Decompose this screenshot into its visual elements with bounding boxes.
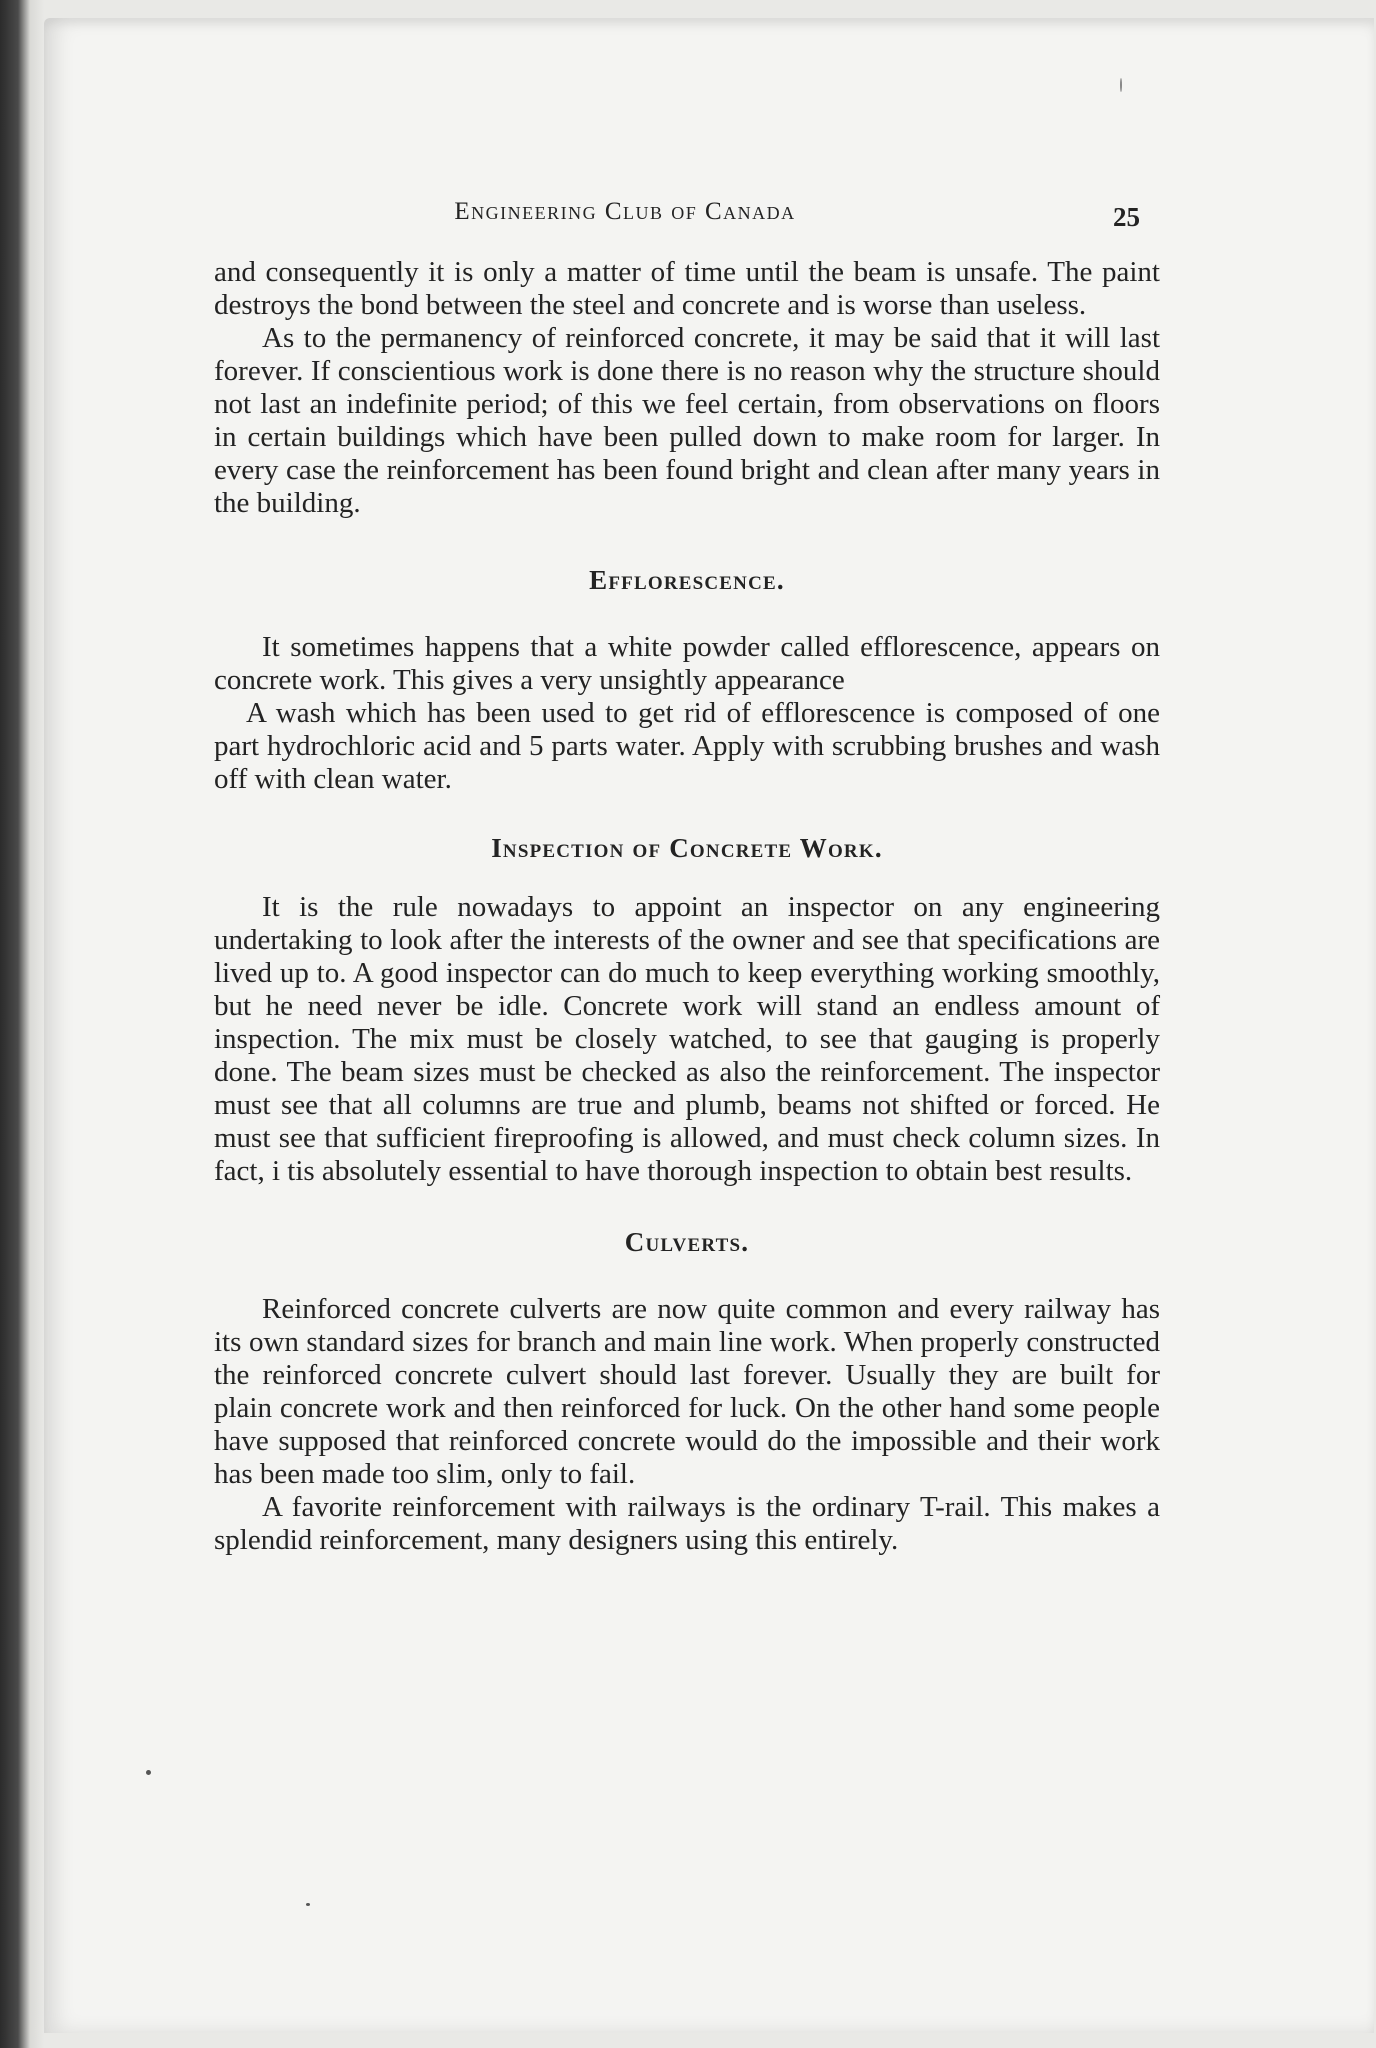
paragraph-culverts: Reinforced concrete culverts are now quite common and every railway has its own standard sizes for branch and main line work. When properly constructed the reinforced concrete culvert should last forever. Usually they are built for plain concrete work and then reinforced for luck. On the other hand some people have supposed that reinforced concrete would do the impossible and their work has been made too slim, only to fail. [214, 1293, 1160, 1490]
scan-speck [1120, 78, 1122, 92]
spacer [214, 520, 1160, 564]
spacer [214, 597, 1160, 631]
running-head [220, 178, 1140, 238]
scan-speck [306, 1903, 310, 1906]
heading-culverts: Culverts. [624, 1227, 750, 1257]
spacer [214, 1188, 1160, 1226]
paragraph-wash: A wash which has been used to get rid of efflorescence is composed of one part hydrochloric acid and 5 parts water. Apply with scrubbing brushes and wash off with clean water. [214, 697, 1160, 795]
paragraph-permanency: As to the permanency of reinforced concrete, it may be said that it will last forever. If conscientious work is done there is no reason why the structure should not last an indefinite period; of this we feel certain, from observations on floors in certain buildings which have been pulled down to make room for larger. In every case the reinforcement has been found bright and clean after many years in the building. [214, 322, 1160, 519]
heading-efflorescence: Efflorescence. [589, 565, 785, 595]
spacer [214, 1259, 1160, 1293]
paragraph-beam-unsafe: and consequently it is only a matter of time until the beam is unsafe. The paint destroys the bond between the steel and concrete and is worse than useless. [214, 256, 1160, 321]
page-body [214, 256, 1160, 1557]
page-number: 25 [1113, 202, 1140, 232]
heading-inspection: Inspection of Concrete Work. [491, 833, 883, 863]
paragraph-t-rail: A favorite reinforcement with railways is the ordinary T-rail. This makes a splendid reinforcement, many designers using this entirely. [214, 1491, 1160, 1556]
spacer [214, 865, 1160, 891]
running-title: Engineering Club of Canada [454, 198, 796, 225]
paragraph-efflorescence: It sometimes happens that a white powder called efflorescence, appears on concrete work. This gives a very unsightly appearance [214, 631, 1160, 696]
spacer [214, 796, 1160, 832]
scan-speck [146, 1770, 151, 1775]
paragraph-inspection: It is the rule nowadays to appoint an inspector on any engineering undertaking to look after the interests of the owner and see that specifications are lived up to. A good inspector can do much to keep everything working smoothly, but he need never be idle. Concrete work will stand an endless amount of inspection. The mix must be closely watched, to see that gauging is properly done. The beam sizes must be checked as also the reinforcement. The inspector must see that all columns are true and plumb, beams not shifted or forced. He must see that sufficient fireproofing is allowed, and must check column sizes. In fact, i tis absolutely essential to have thorough inspection to obtain best results. [214, 891, 1160, 1187]
book-page [44, 18, 1374, 2033]
